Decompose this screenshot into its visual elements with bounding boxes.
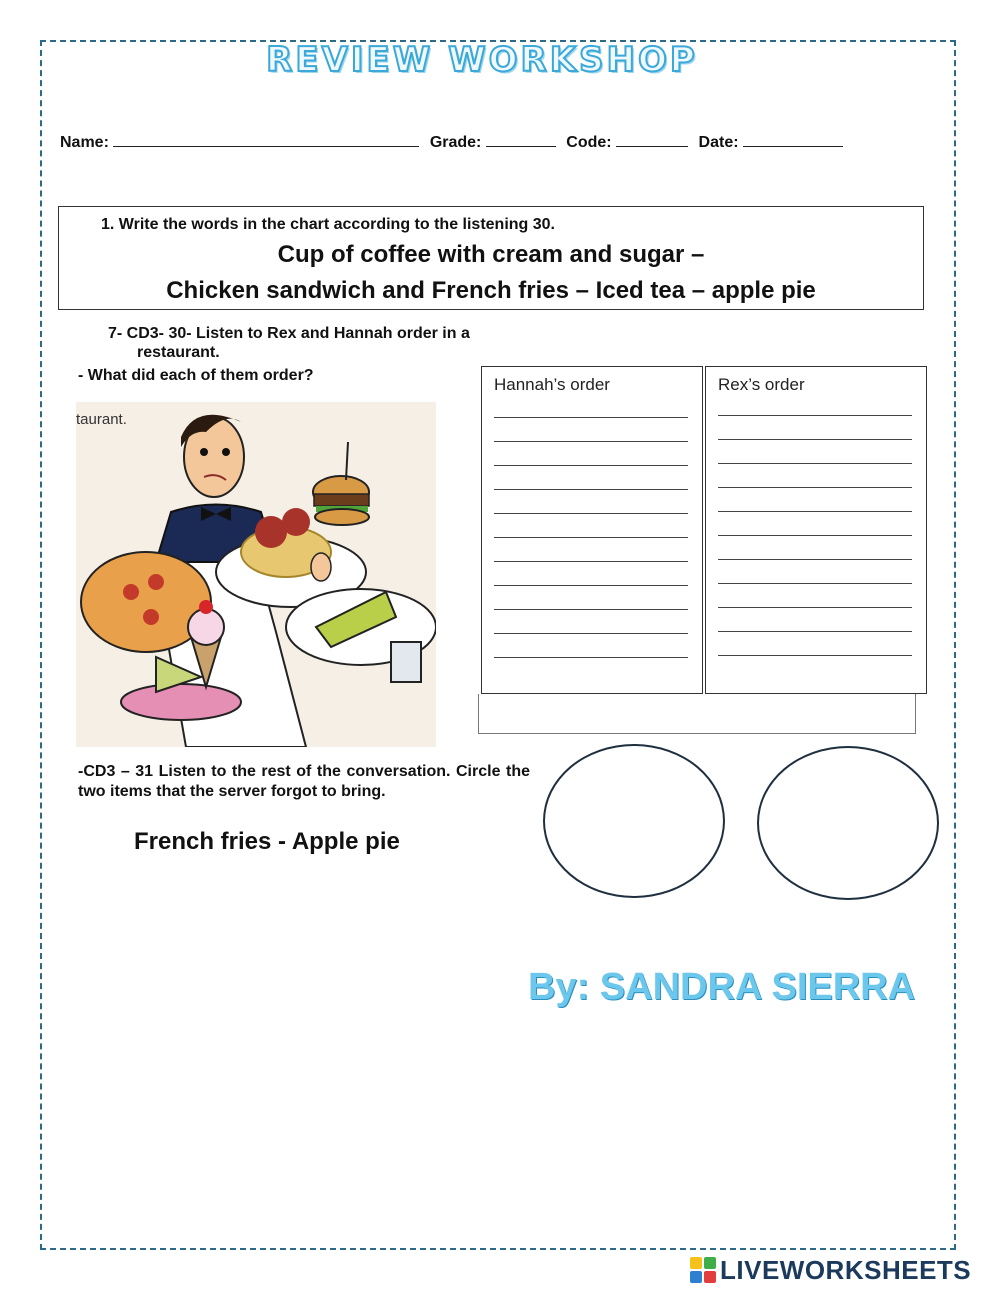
worksheet-title: REVIEW WORKSHOP	[266, 40, 698, 80]
hannah-order-column	[481, 366, 703, 694]
exercise7-line-1: 7- CD3- 30- Listen to Rex and Hannah order in a	[108, 325, 470, 342]
forgotten-items-list: French fries - Apple pie	[134, 828, 400, 855]
hannah-answer-line[interactable]	[494, 417, 688, 418]
illustration-caption: taurant.	[76, 411, 127, 428]
exercise7-instruction	[108, 324, 470, 362]
date-field[interactable]	[743, 132, 843, 147]
rex-answer-line[interactable]	[718, 607, 912, 608]
rex-answer-line[interactable]	[718, 487, 912, 488]
author-credit: By: SANDRA SIERRA	[528, 966, 916, 1008]
footer-brand-text: LIVEWORKSHEETS	[720, 1254, 972, 1285]
hannah-answer-line[interactable]	[494, 489, 688, 490]
word-bank-box	[58, 206, 924, 310]
rex-answer-line[interactable]	[718, 631, 912, 632]
chart-bottom-box	[478, 694, 916, 734]
rex-answer-line[interactable]	[718, 439, 912, 440]
rex-answer-line[interactable]	[718, 535, 912, 536]
answer-circle-2[interactable]	[757, 746, 939, 900]
liveworksheets-logo-icon	[690, 1257, 716, 1283]
exercise31-instruction: -CD3 – 31 Listen to the rest of the conversation. Circle the two items that the server forgot to bring.	[78, 763, 530, 800]
hannah-answer-line[interactable]	[494, 537, 688, 538]
rex-answer-line[interactable]	[718, 463, 912, 464]
grade-field[interactable]	[486, 132, 556, 147]
waiter-illustration	[76, 402, 436, 747]
footer-branding	[690, 1256, 971, 1284]
hannah-answer-line[interactable]	[494, 585, 688, 586]
exercise7-line-2: restaurant.	[137, 344, 220, 361]
code-label: Code:	[566, 134, 612, 151]
hannah-answer-line[interactable]	[494, 657, 688, 658]
answer-circle-1[interactable]	[543, 744, 725, 898]
name-label: Name:	[60, 134, 109, 151]
rex-order-header: Rex’s order	[718, 375, 805, 394]
hannah-answer-line[interactable]	[494, 633, 688, 634]
hannah-answer-line[interactable]	[494, 465, 688, 466]
grade-label: Grade:	[429, 134, 482, 151]
hannah-answer-line[interactable]	[494, 513, 688, 514]
student-info-line	[60, 132, 849, 152]
exercise7-question: - What did each of them order?	[78, 367, 314, 384]
rex-answer-line[interactable]	[718, 511, 912, 512]
rex-answer-line[interactable]	[718, 655, 912, 656]
hannah-answer-line[interactable]	[494, 609, 688, 610]
word-bank-line-2: Chicken sandwich and French fries – Iced tea – apple pie	[166, 277, 816, 304]
rex-order-column	[705, 366, 927, 694]
code-field[interactable]	[616, 132, 688, 147]
rex-answer-line[interactable]	[718, 415, 912, 416]
hannah-answer-line[interactable]	[494, 441, 688, 442]
hannah-order-header: Hannah’s order	[494, 375, 610, 394]
rex-answer-line[interactable]	[718, 559, 912, 560]
name-field[interactable]	[113, 132, 419, 147]
date-label: Date:	[698, 134, 739, 151]
exercise1-instruction: 1. Write the words in the chart according to the listening 30.	[101, 216, 555, 233]
rex-answer-line[interactable]	[718, 583, 912, 584]
hannah-answer-line[interactable]	[494, 561, 688, 562]
word-bank-line-1: Cup of coffee with cream and sugar –	[277, 241, 705, 268]
